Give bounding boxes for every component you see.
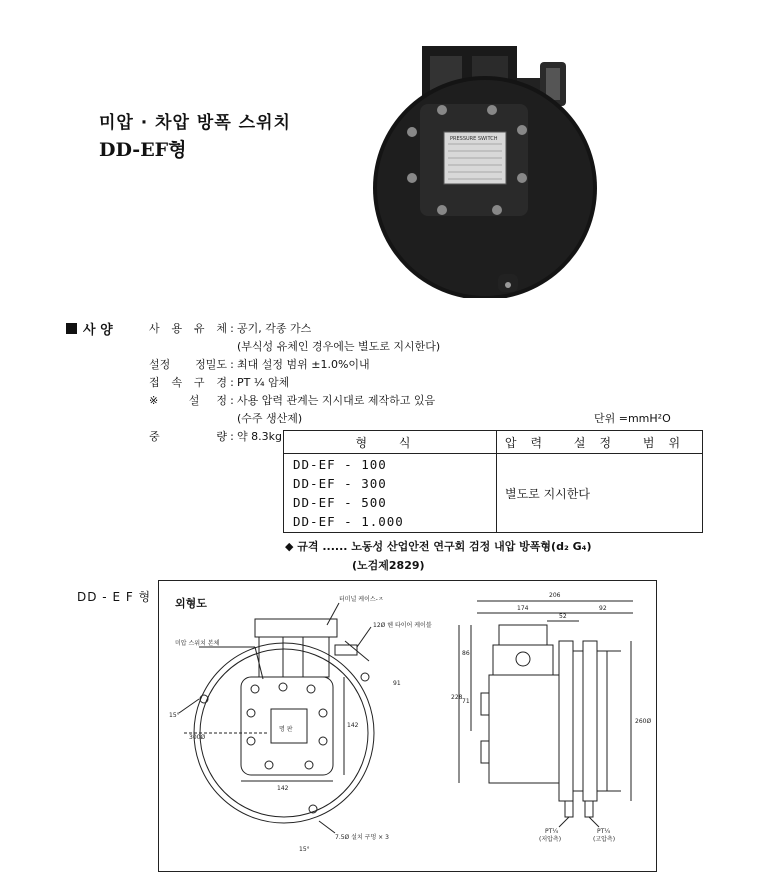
spec-row-fluid: 사 용 유 체 : 공기, 각종 가스 (149, 322, 312, 335)
model-item: DD-EF - 1.000 (293, 514, 404, 529)
dim-91: 91 (393, 680, 401, 687)
pt-high-sub: (고압측) (593, 836, 616, 843)
spec-row-connection: 접 속 구 경 : PT ¼ 암체 (149, 376, 290, 389)
callout-cable: 12Ø 헨 타이어 케이블 (373, 622, 432, 629)
spec-row-accuracy: 설정 정밀도 : 최대 설정 범위 ±1.0%이내 (149, 358, 370, 371)
dim-52: 52 (559, 613, 567, 620)
dim-300: 300Ø (189, 734, 206, 741)
product-title: 미압 · 차압 방폭 스위치 (99, 113, 291, 133)
product-photo (372, 38, 612, 298)
unit-label: 단위 =mmH²O (594, 412, 671, 425)
spec-heading (66, 319, 113, 338)
callout-switch-body: 미압 스위치 본체 (175, 640, 220, 647)
model-item: DD-EF - 100 (293, 457, 387, 472)
pt-high-label: PT¼ (597, 828, 611, 835)
dim-92: 92 (599, 605, 607, 612)
dim-142h: 142 (277, 785, 289, 792)
dim-174: 174 (517, 605, 529, 612)
spec-row-weight: 중 량 : 약 8.3kg (149, 430, 282, 443)
dim-206: 206 (549, 592, 561, 599)
callout-mount-holes: 7.5Ø 설치 구멍 × 3 (335, 834, 389, 841)
dim-228: 228 (451, 694, 463, 701)
model-item: DD-EF - 500 (293, 495, 387, 510)
nameplate-text: PRESSURE SWITCH (450, 136, 498, 142)
dim-142v: 142 (347, 722, 359, 729)
model-item: DD-EF - 300 (293, 476, 387, 491)
spec-row-setting-note: (수주 생산제) (237, 412, 303, 425)
standard-line: ◆ 규격 ...... 노동성 산업안전 연구회 검정 내압 방폭형(d₂ G₄) (285, 540, 592, 553)
pt-low-sub: (저압측) (539, 836, 562, 843)
dim-15b: 15° (299, 846, 310, 853)
outline-drawing (158, 580, 657, 872)
pt-low-label: PT¼ (545, 828, 559, 835)
spec-row-fluid-note: (부식성 유체인 경우에는 별도로 지시한다) (237, 340, 441, 353)
drawing-title: 외형도 (175, 597, 207, 610)
table-header-range: 압력 설정 범위 (497, 431, 703, 454)
dim-260: 260Ø (635, 718, 652, 725)
standard-cert: (노검제2829) (352, 559, 425, 572)
dim-86: 86 (462, 650, 470, 657)
range-cell: 별도로 지시한다 (497, 454, 703, 533)
spec-heading-text: 사 양 (83, 323, 113, 338)
model-list (284, 454, 497, 533)
square-bullet-icon (66, 323, 77, 334)
dim-71: 71 (462, 698, 470, 705)
spec-row-setting: ※ 설 정 : 사용 압력 관계는 지시대로 제작하고 있음 (149, 394, 436, 407)
table-header-model: 형 식 (284, 431, 497, 454)
drawing-side-label: DD - E F 형 (77, 590, 152, 604)
nameplate-label: 명 판 (279, 726, 293, 733)
callout-terminal-case: 터미널 케이스-ㅈ (339, 596, 384, 603)
dim-15a: 15° (169, 712, 180, 719)
product-model: DD-EF형 (99, 139, 187, 161)
model-table (283, 430, 703, 533)
